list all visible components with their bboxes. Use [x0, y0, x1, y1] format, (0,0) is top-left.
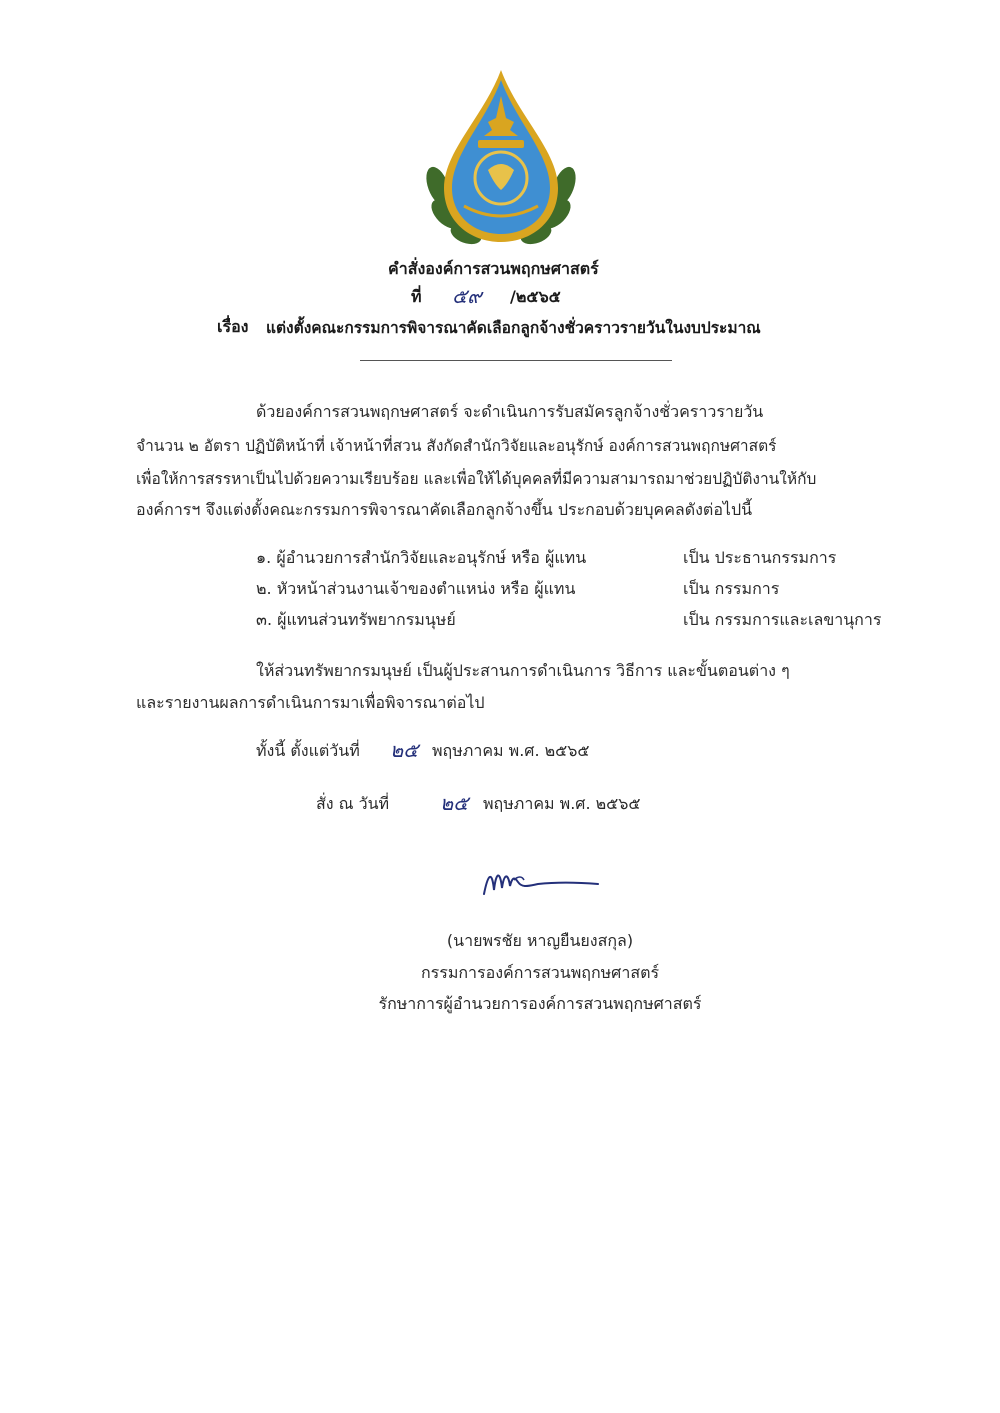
- document-title: คำสั่งองค์การสวนพฤกษศาสตร์: [388, 259, 599, 278]
- member-role: เป็น ประธานกรรมการ: [683, 548, 837, 567]
- paragraph-1-line-3: เพื่อให้การสรรหาเป็นไปด้วยความเรียบร้อย และเพื่อให้ได้บุคคลที่มีความสามารถมาช่วยปฏิบัติงานให้กับ: [136, 470, 817, 488]
- committee-member-1: [256, 546, 896, 572]
- committee-member-3: [256, 608, 896, 634]
- member-role: เป็น กรรมการ: [683, 579, 780, 598]
- subject-text: แต่งตั้งคณะกรรมการพิจารณาคัดเลือกลูกจ้างชั่วคราวรายวันในงบประมาณ: [266, 319, 761, 337]
- paragraph-1-line-1: ด้วยองค์การสวนพฤกษศาสตร์ จะดำเนินการรับสมัครลูกจ้างชั่วคราวรายวัน: [256, 402, 764, 421]
- signatory-name: (นายพรชัย หาญยืนยงสกุล): [446, 931, 634, 950]
- subject-label: เรื่อง: [217, 317, 249, 336]
- order-number-handwritten: ๕๙: [452, 284, 482, 308]
- order-number-year: /๒๕๖๕: [510, 287, 561, 306]
- member-name: ๓. ผู้แทนส่วนทรัพยากรมนุษย์: [256, 610, 456, 629]
- organization-logo: [418, 66, 584, 248]
- order-number-label: ที่: [411, 287, 422, 306]
- order-date-prefix: สั่ง ณ วันที่: [316, 794, 390, 813]
- paragraph-2-line-2: และรายงานผลการดำเนินการมาเพื่อพิจารณาต่อไป: [136, 693, 485, 712]
- effective-date-suffix: พฤษภาคม พ.ศ. ๒๕๖๕: [432, 741, 590, 760]
- effective-date-prefix: ทั้งนี้ ตั้งแต่วันที่: [256, 741, 360, 760]
- effective-date-day: ๒๕: [390, 738, 419, 762]
- paragraph-2-line-1: ให้ส่วนทรัพยากรมนุษย์ เป็นผู้ประสานการดำเนินการ วิธีการ และขั้นตอนต่าง ๆ: [256, 661, 790, 680]
- committee-member-2: [256, 577, 896, 603]
- member-name: ๒. หัวหน้าส่วนงานเจ้าของตำแหน่ง หรือ ผู้แทน: [256, 579, 576, 598]
- member-name: ๑. ผู้อำนวยการสำนักวิจัยและอนุรักษ์ หรือ ผู้แทน: [256, 548, 587, 567]
- header-divider: [360, 360, 672, 361]
- signatory-position-2: รักษาการผู้อำนวยการองค์การสวนพฤกษศาสตร์: [378, 994, 702, 1013]
- signatory-position-1: กรรมการองค์การสวนพฤกษศาสตร์: [420, 963, 660, 982]
- order-date-day: ๒๕: [440, 791, 469, 815]
- paragraph-1-line-4: องค์การฯ จึงแต่งตั้งคณะกรรมการพิจารณาคัดเลือกลูกจ้างขึ้น ประกอบด้วยบุคคลดังต่อไปนี้: [136, 500, 753, 519]
- member-role: เป็น กรรมการและเลขานุการ: [683, 610, 882, 629]
- paragraph-1-line-2: จำนวน ๒ อัตรา ปฏิบัติหน้าที่ เจ้าหน้าที่สวน สังกัดสำนักวิจัยและอนุรักษ์ องค์การสวนพฤกษศาสตร์: [136, 437, 777, 455]
- order-date-suffix: พฤษภาคม พ.ศ. ๒๕๖๕: [483, 794, 641, 813]
- handwritten-signature: [478, 862, 602, 906]
